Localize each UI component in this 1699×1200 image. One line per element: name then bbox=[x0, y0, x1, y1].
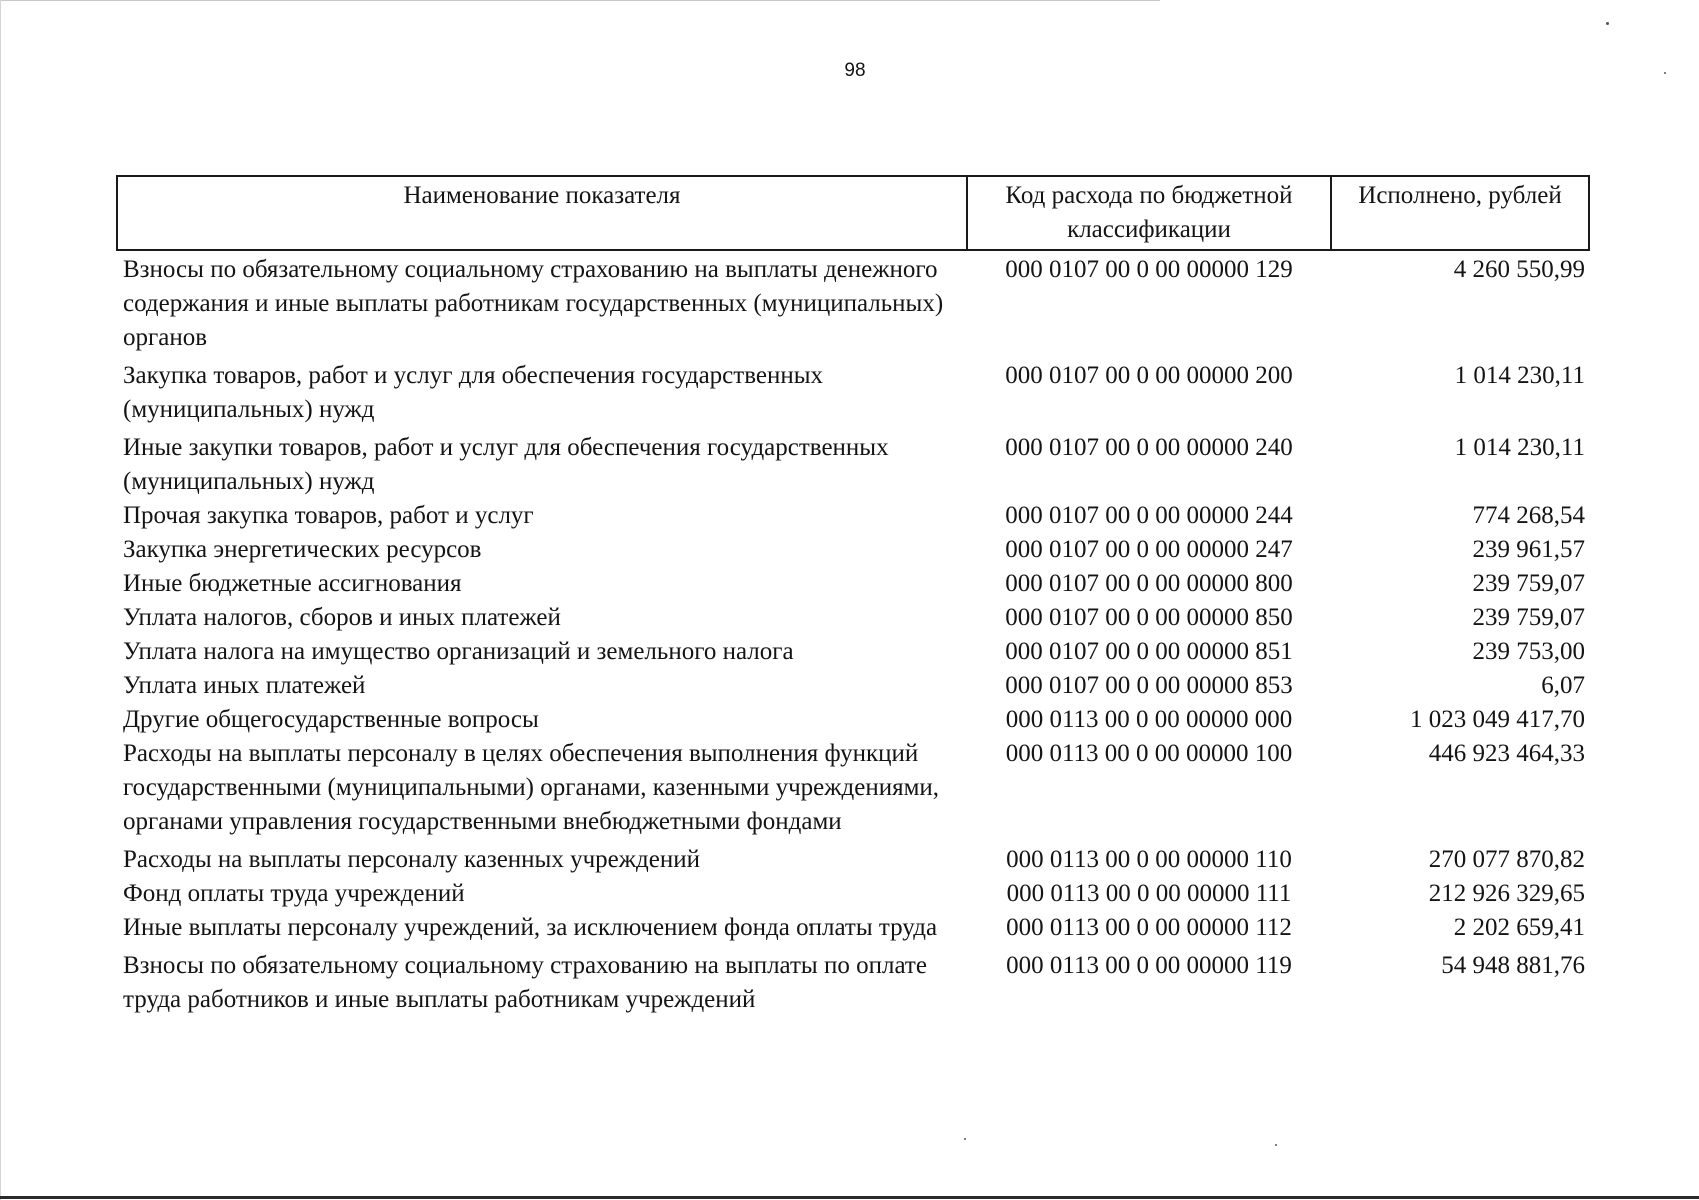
row-amount: 239 961,57 bbox=[1472, 536, 1585, 563]
row-amount: 774 268,54 bbox=[1472, 502, 1585, 529]
row-code: 000 0107 00 0 00 00000 244 bbox=[1005, 502, 1293, 529]
row-code: 000 0107 00 0 00 00000 851 bbox=[1005, 638, 1293, 665]
row-name: Иные закупки товаров, работ и услуг для обеспечения государственных (муниципальных) нужд bbox=[123, 434, 889, 495]
row-amount: 6,07 bbox=[1541, 672, 1585, 699]
row-amount: 239 753,00 bbox=[1472, 638, 1585, 665]
row-amount: 1 023 049 417,70 bbox=[1410, 706, 1585, 733]
row-code: 000 0113 00 0 00 00000 000 bbox=[1005, 706, 1293, 733]
row-amount: 239 759,07 bbox=[1472, 570, 1585, 597]
row-name: Иные бюджетные ассигнования bbox=[123, 570, 462, 597]
row-amount: 1 014 230,11 bbox=[1454, 434, 1585, 461]
row-name: Другие общегосударственные вопросы bbox=[123, 706, 539, 733]
row-name: Взносы по обязательному социальному страхованию на выплаты по оплате труда работников и иные выплаты работникам учреждений bbox=[123, 952, 927, 1013]
table-row bbox=[117, 703, 1589, 737]
row-code: 000 0107 00 0 00 00000 200 bbox=[1005, 362, 1293, 389]
row-code: 000 0107 00 0 00 00000 129 bbox=[1005, 256, 1293, 283]
row-name: Расходы на выплаты персоналу казенных учреждений bbox=[123, 846, 700, 873]
table-row bbox=[117, 949, 1589, 1017]
scan-edge-bottom bbox=[0, 1196, 1699, 1199]
row-amount: 54 948 881,76 bbox=[1441, 952, 1585, 979]
table-row bbox=[117, 601, 1589, 635]
budget-execution-table bbox=[116, 175, 1590, 1017]
table-row bbox=[117, 431, 1589, 499]
row-name: Прочая закупка товаров, работ и услуг bbox=[123, 502, 534, 529]
table-row bbox=[117, 359, 1589, 431]
column-header-name: Наименование показателя bbox=[117, 176, 967, 250]
scan-speck bbox=[1606, 22, 1609, 25]
table-row bbox=[117, 911, 1589, 949]
table-row bbox=[117, 737, 1589, 843]
row-name: Закупка товаров, работ и услуг для обеспечения государственных (муниципальных) нужд bbox=[123, 362, 824, 423]
row-code: 000 0107 00 0 00 00000 850 bbox=[1005, 604, 1293, 631]
row-name: Уплата налога на имущество организаций и земельного налога bbox=[123, 638, 794, 665]
scan-speck bbox=[1275, 1144, 1277, 1146]
row-code: 000 0107 00 0 00 00000 853 bbox=[1005, 672, 1293, 699]
row-amount: 2 202 659,41 bbox=[1453, 914, 1585, 941]
table-row bbox=[117, 250, 1589, 359]
table-row bbox=[117, 567, 1589, 601]
row-amount: 4 260 550,99 bbox=[1453, 256, 1585, 283]
row-name: Взносы по обязательному социальному страхованию на выплаты денежного содержания и иные выплаты работникам государственных (муниципальных) органов bbox=[123, 256, 944, 351]
column-header-code: Код расхода по бюджетной классификации bbox=[967, 176, 1331, 250]
row-name: Фонд оплаты труда учреждений bbox=[123, 880, 465, 907]
row-name: Расходы на выплаты персоналу в целях обеспечения выполнения функций государственными (муниципальными) органами, казенными учреждениями, органами управления государственными внебюджетными фондами bbox=[123, 740, 940, 835]
row-amount: 270 077 870,82 bbox=[1428, 846, 1585, 873]
table-row bbox=[117, 499, 1589, 533]
page-number: 98 bbox=[844, 60, 866, 81]
row-amount: 1 014 230,11 bbox=[1454, 362, 1585, 389]
row-code: 000 0113 00 0 00 00000 111 bbox=[1006, 880, 1292, 907]
row-code: 000 0107 00 0 00 00000 800 bbox=[1005, 570, 1293, 597]
row-name: Иные выплаты персоналу учреждений, за исключением фонда оплаты труда bbox=[123, 914, 938, 941]
row-code: 000 0113 00 0 00 00000 110 bbox=[1006, 846, 1292, 873]
row-code: 000 0107 00 0 00 00000 247 bbox=[1005, 536, 1293, 563]
row-amount: 239 759,07 bbox=[1472, 604, 1585, 631]
row-code: 000 0113 00 0 00 00000 112 bbox=[1006, 914, 1292, 941]
table-header-row bbox=[117, 176, 1589, 250]
scan-speck bbox=[964, 1138, 966, 1140]
row-amount: 446 923 464,33 bbox=[1428, 740, 1585, 767]
table-row bbox=[117, 843, 1589, 877]
scan-edge-top bbox=[0, 0, 1160, 1]
row-name: Уплата налогов, сборов и иных платежей bbox=[123, 604, 561, 631]
row-code: 000 0113 00 0 00 00000 119 bbox=[1006, 952, 1292, 979]
table-row bbox=[117, 533, 1589, 567]
column-header-amount: Исполнено, рублей bbox=[1331, 176, 1589, 250]
row-amount: 212 926 329,65 bbox=[1428, 880, 1585, 907]
row-name: Закупка энергетических ресурсов bbox=[123, 536, 482, 563]
row-code: 000 0107 00 0 00 00000 240 bbox=[1005, 434, 1293, 461]
table-row bbox=[117, 669, 1589, 703]
row-name: Уплата иных платежей bbox=[123, 672, 366, 699]
row-code: 000 0113 00 0 00 00000 100 bbox=[1005, 740, 1293, 767]
table-row bbox=[117, 877, 1589, 911]
scan-edge-left bbox=[0, 0, 1, 1200]
table-row bbox=[117, 635, 1589, 669]
